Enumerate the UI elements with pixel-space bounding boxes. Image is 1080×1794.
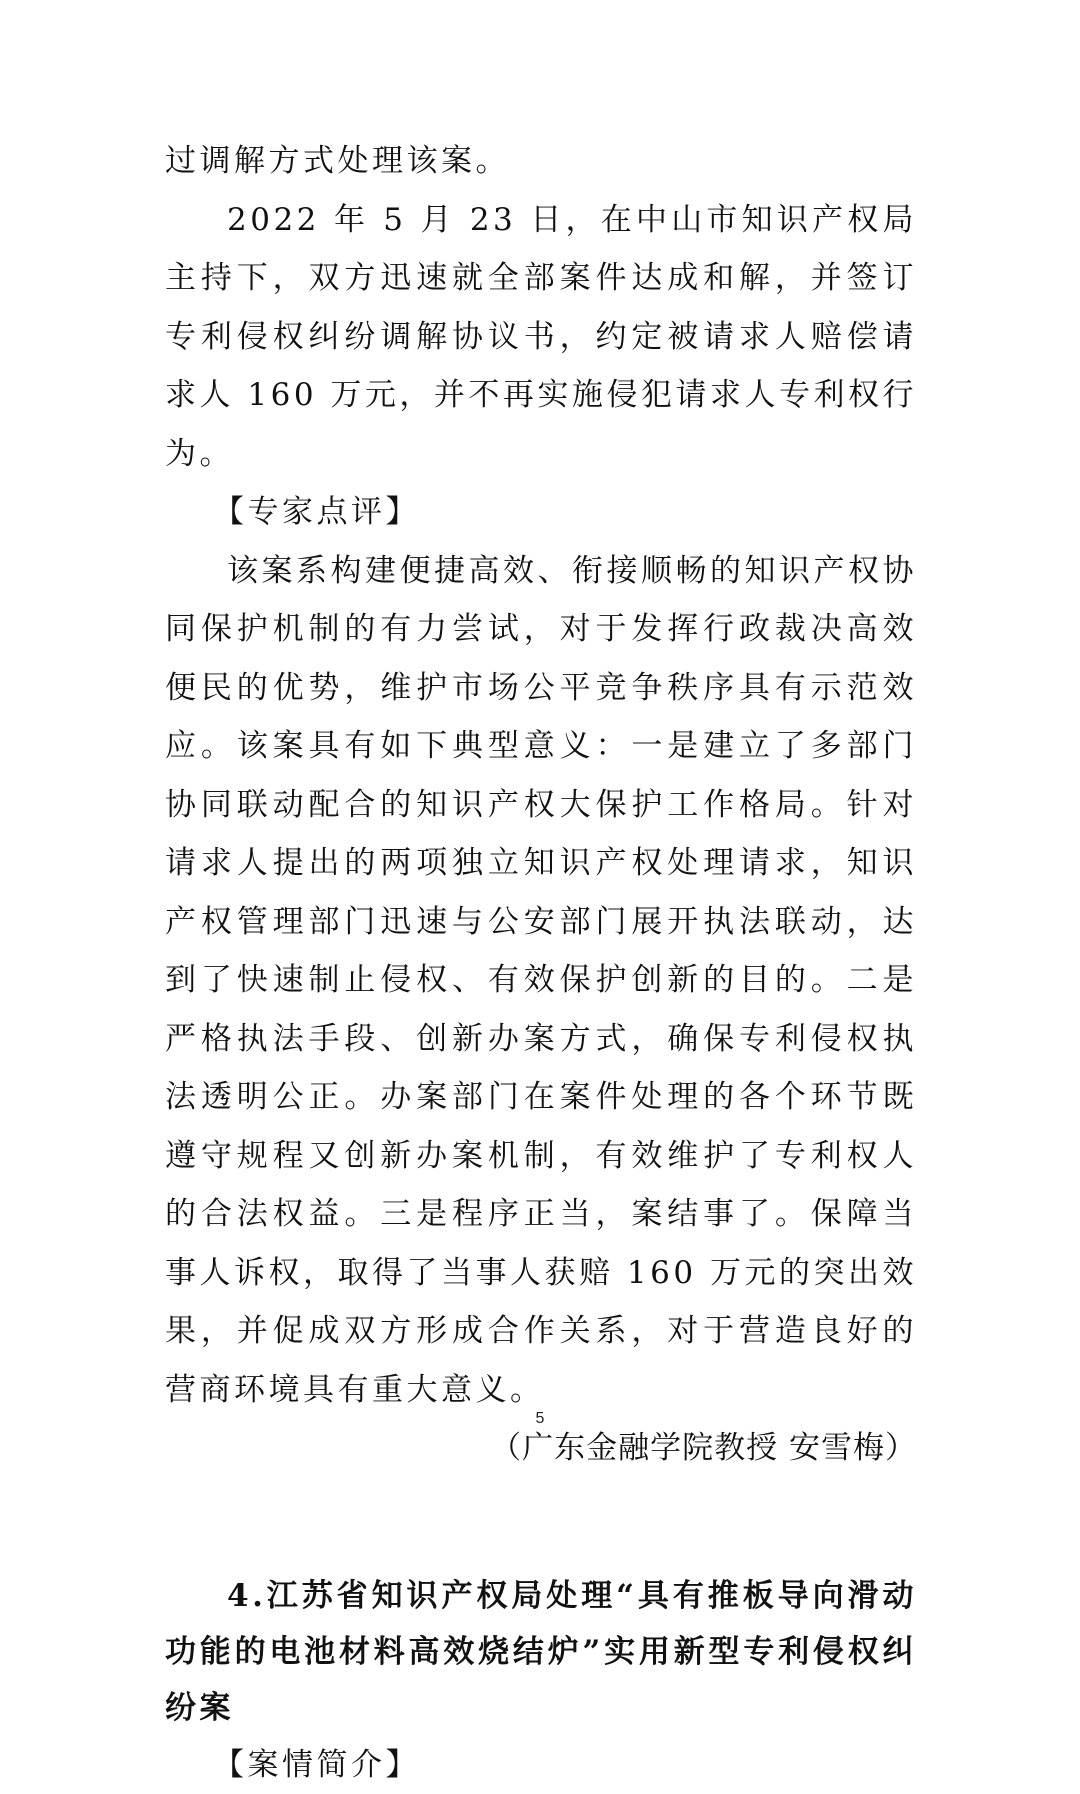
case-heading-4: 4.江苏省知识产权局处理“具有推板导向滑动功能的电池材料高效烧结炉”实用新型专利侵权纠纷案 (165, 1568, 917, 1736)
document-body (165, 132, 917, 1794)
section-label-case-summary: 【案情简介】 (165, 1736, 917, 1794)
section-spacer (165, 1478, 917, 1568)
paragraph-expert-review: 该案系构建便捷高效、衔接顺畅的知识产权协同保护机制的有力尝试，对于发挥行政裁决高效便民的优势，维护市场公平竞争秩序具有示范效应。该案具有如下典型意义：一是建立了多部门协同联动配合的知识产权大保护工作格局。针对请求人提出的两项独立知识产权处理请求，知识产权管理部门迅速与公安部门展开执法联动，达到了快速制止侵权、有效保护创新的目的。二是严格执法手段、创新办案方式，确保专利侵权执法透明公正。办案部门在案件处理的各个环节既遵守规程又创新办案机制，有效维护了专利权人的合法权益。三是程序正当，案结事了。保障当事人诉权，取得了当事人获赔 160 万元的突出效果，并促成双方形成合作关系，对于营造良好的营商环境具有重大意义。 (165, 542, 917, 1420)
paragraph-mediation-result: 2022 年 5 月 23 日，在中山市知识产权局主持下，双方迅速就全部案件达成和解，并签订专利侵权纠纷调解协议书，约定被请求人赔偿请求人 160 万元，并不再实施侵犯请求人专利权行为。 (165, 191, 917, 484)
paragraph-continuation: 过调解方式处理该案。 (165, 132, 917, 191)
page-number: 5 (0, 1410, 1080, 1428)
section-label-expert-review: 【专家点评】 (165, 483, 917, 542)
expert-signature: （广东金融学院教授 安雪梅） (165, 1419, 917, 1478)
